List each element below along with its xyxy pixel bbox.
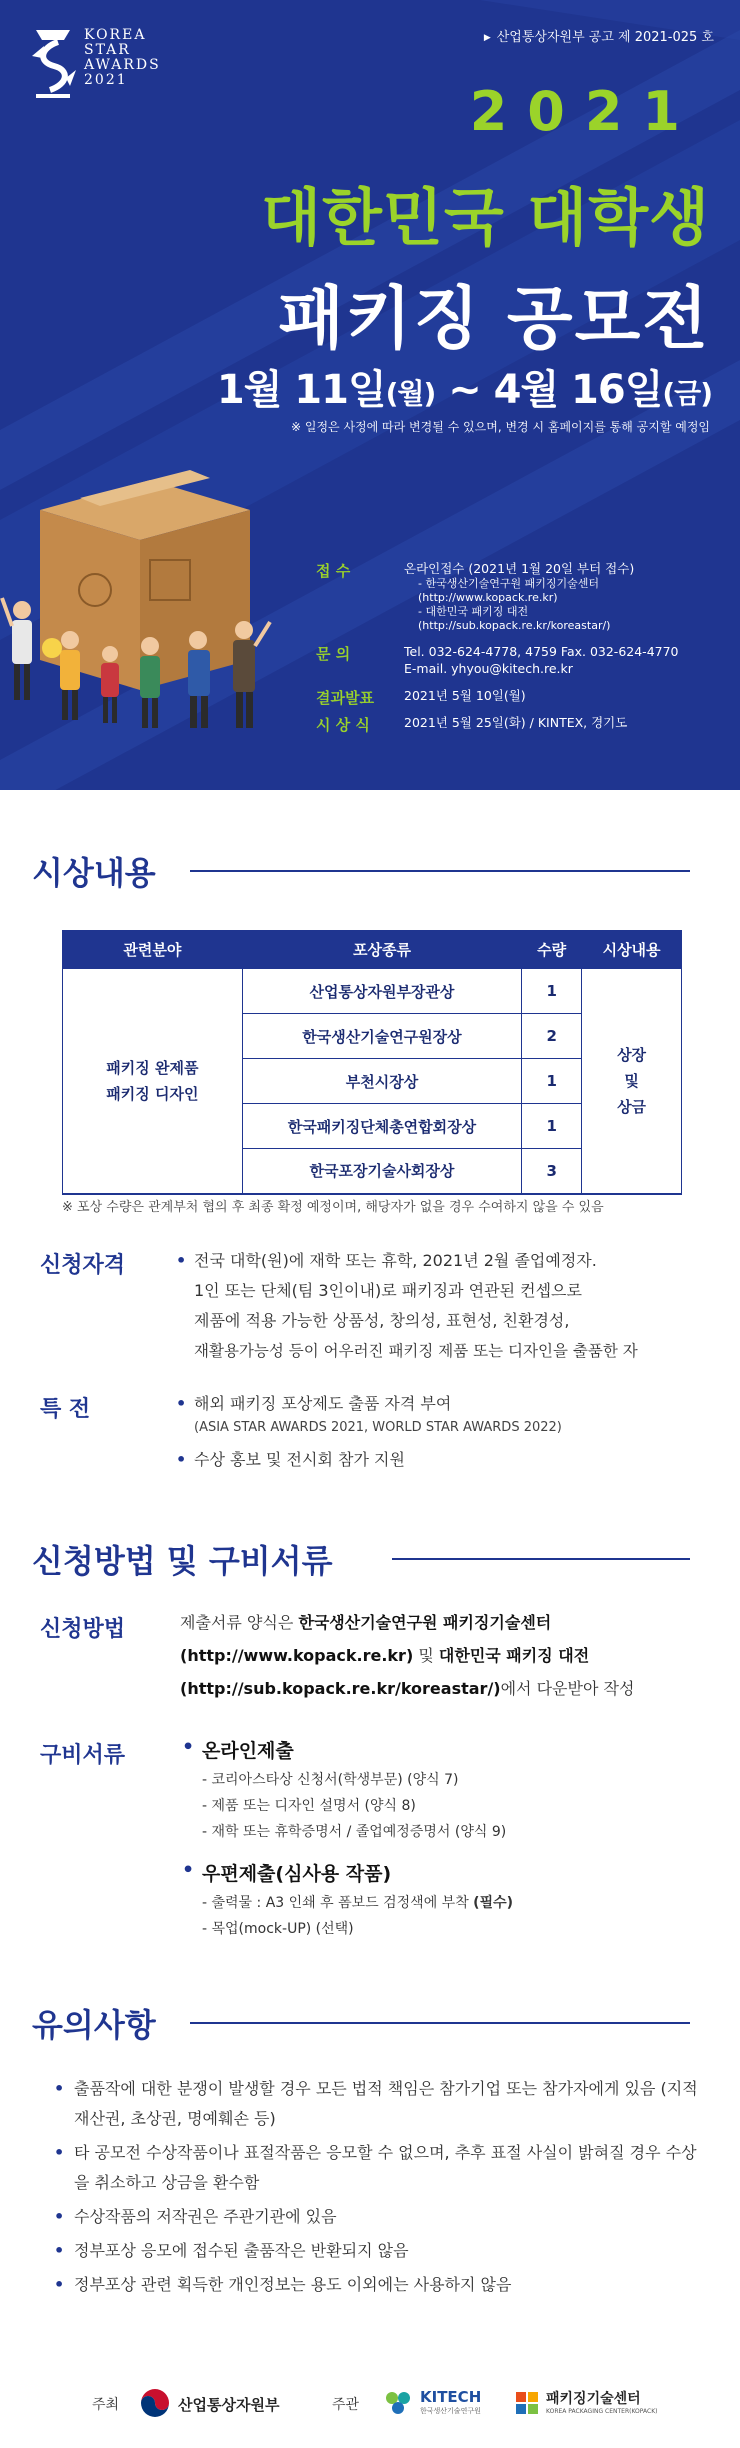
award-content-cell — [582, 969, 682, 1194]
logo-text-year: 2021 — [84, 72, 128, 88]
prize-qty: 3 — [522, 1149, 582, 1194]
docs-list — [180, 1736, 720, 1942]
qualification-line1: • 전국 대학(원)에 재학 또는 휴학, 2021년 2월 졸업예정자. — [176, 1246, 716, 1276]
category-line1: 패키징 완제품 — [106, 1058, 199, 1077]
ceremony-label: 시 상 식 — [316, 716, 370, 734]
header-prize: 포상종류 — [242, 931, 522, 969]
contact-tel: Tel. 032-624-4778, 4759 Fax. 032-624-4770 — [404, 644, 679, 659]
category-cell — [63, 969, 243, 1194]
contact-email[interactable]: E-mail. yhyou@kitech.re.kr — [404, 661, 573, 676]
prize-qty: 1 — [522, 1104, 582, 1149]
host-label: 주최 — [92, 2397, 120, 2413]
logo-text-korea: KOREA — [84, 27, 147, 43]
list-item: • 출품작에 대한 분쟁이 발생할 경우 모든 법적 책임은 참가기업 또는 참가자에게 있음 (지적재산권, 초상권, 명예훼손 등) — [50, 2074, 710, 2134]
header-field: 관련분야 — [63, 931, 243, 969]
kopack-logo-icon — [514, 2390, 540, 2416]
award-content-line3: 상금 — [617, 1097, 647, 1116]
post-item1-required: (필수) — [473, 1895, 514, 1911]
end-date: 4월 16일 — [493, 367, 663, 413]
method-label: 신청방법 — [40, 1617, 126, 1642]
post-item1-text: - 출력물 : A3 인쇄 후 폼보드 검정색에 부착 — [202, 1895, 474, 1911]
host-org: 산업통상자원부 — [178, 2396, 280, 2414]
kopack-subname: KOREA PACKAGING CENTER(KOPACK) — [546, 2408, 658, 2415]
special-label: 특 전 — [40, 1397, 91, 1422]
method-post: 에서 다운받아 작성 — [500, 1679, 635, 1698]
info-contact — [316, 643, 736, 677]
post-submission-head: • 우편제출(심사용 작품) — [180, 1859, 720, 1886]
kopack-text — [546, 2388, 657, 2415]
method-kopack-url[interactable]: (http://www.kopack.re.kr) — [180, 1646, 414, 1665]
contact-label: 문 의 — [316, 645, 351, 663]
logo-text-awards: AWARDS — [84, 57, 161, 73]
caution-title-line — [190, 2022, 690, 2024]
prize-name: 부천시장상 — [242, 1059, 522, 1104]
list-item: • 타 공모전 수상작품이나 표절작품은 응모할 수 없으며, 추후 표절 사실이 밝혀질 경우 수상을 취소하고 상금을 환수함 — [50, 2138, 710, 2198]
hero-title-line1: 대한민국 대학생 — [261, 181, 710, 254]
hero-title-line2: 패키징 공모전 — [278, 280, 710, 359]
kitech-logo-icon — [382, 2388, 416, 2418]
awards-title-line — [190, 870, 690, 872]
box-people-illustration — [0, 440, 300, 760]
organizer-label: 주관 — [332, 2397, 360, 2413]
award-content-line1: 상장 — [617, 1045, 647, 1064]
special-text — [176, 1390, 716, 1474]
prize-name: 한국패키징단체총연합회장상 — [242, 1104, 522, 1149]
awards-table — [62, 930, 682, 1195]
header-qty: 수량 — [522, 931, 582, 969]
taegeuk-icon — [140, 2388, 170, 2418]
qualification-label: 신청자격 — [40, 1253, 126, 1278]
online-submission-head: • 온라인제출 — [180, 1736, 720, 1763]
info-result — [316, 687, 736, 707]
kopack-name: 패키징기술센터 — [546, 2391, 641, 2407]
kitech-text — [420, 2388, 481, 2416]
info-reception — [316, 560, 736, 633]
list-item: - 코리아스타상 신청서(학생부문) (양식 7) — [202, 1772, 459, 1788]
kitech-subname: 한국생산기술연구원 — [420, 2407, 481, 2415]
method-pre: 제출서류 양식은 — [180, 1613, 299, 1632]
special-item1: • 해외 패키징 포상제도 출품 자격 부여 — [176, 1390, 716, 1418]
date-note: ※ 일정은 사정에 따라 변경될 수 있으며, 변경 시 홈페이지를 통해 공지할 예정임 — [291, 420, 710, 434]
method-kopack: 한국생산기술연구원 패키징기술센터 — [298, 1613, 552, 1632]
hero-dates — [0, 358, 740, 415]
category-line2: 패키징 디자인 — [106, 1084, 199, 1103]
announcement-number: ▶ 산업통상자원부 공고 제 2021-025 호 — [484, 26, 714, 45]
end-day: (금) — [662, 377, 712, 410]
qualification-text — [176, 1246, 716, 1366]
hero-banner — [0, 0, 740, 790]
result-label: 결과발표 — [316, 689, 374, 707]
prize-qty: 1 — [522, 969, 582, 1014]
table-row — [63, 969, 682, 1014]
info-ceremony — [316, 714, 736, 734]
date-separator: ~ — [435, 367, 494, 413]
reception-sub2-url[interactable]: (http://sub.kopack.re.kr/koreastar/) — [418, 619, 611, 632]
hero-year: 2021 — [469, 80, 700, 143]
logo-text-star: STAR — [84, 42, 131, 58]
qualification-line4: 재활용가능성 등이 어우러진 패키징 제품 또는 디자인을 출품한 자 — [194, 1342, 638, 1360]
prize-name: 산업통상자원부장관상 — [242, 969, 522, 1014]
list-item: • 수상작품의 저작권은 주관기관에 있음 — [50, 2202, 710, 2232]
awards-note: ※ 포상 수량은 관계부처 협의 후 최종 확정 예정이며, 해당자가 없을 경우 수여하지 않을 수 있음 — [62, 1200, 604, 1215]
start-day: (월) — [385, 377, 436, 410]
award-content-line2: 및 — [624, 1071, 639, 1090]
start-date: 1월 11일 — [216, 367, 386, 413]
header-content: 시상내용 — [582, 931, 682, 969]
method-expo-url[interactable]: (http://sub.kopack.re.kr/koreastar/) — [180, 1679, 501, 1698]
list-item: - 제품 또는 디자인 설명서 (양식 8) — [202, 1798, 416, 1814]
event-info — [316, 560, 736, 741]
reception-sub1-url[interactable]: (http://www.kopack.re.kr) — [418, 591, 558, 604]
method-mid: 및 — [413, 1646, 439, 1665]
footer-organizers — [0, 2380, 740, 2430]
prize-qty: 1 — [522, 1059, 582, 1104]
list-item — [180, 1890, 720, 1916]
apply-section-title: 신청방법 및 구비서류 — [32, 1542, 333, 1580]
qualification-line3: 제품에 적용 가능한 상품성, 창의성, 표현성, 친환경성, — [194, 1311, 570, 1330]
caution-list — [50, 2074, 710, 2304]
reception-sub2: - 대한민국 패키징 대전 — [418, 605, 529, 618]
result-value: 2021년 5월 10일(월) — [404, 688, 526, 703]
reception-sub1: - 한국생산기술연구원 패키징기술센터 — [418, 577, 599, 590]
special-item2: • 수상 홍보 및 전시회 참가 지원 — [176, 1446, 716, 1474]
method-text — [180, 1606, 720, 1705]
caution-section-title: 유의사항 — [32, 2006, 156, 2044]
method-expo: 대한민국 패키징 대전 — [438, 1646, 590, 1665]
list-item: • 정부포상 관련 획득한 개인정보는 용도 이외에는 사용하지 않음 — [50, 2270, 710, 2300]
kitech-name: KITECH — [420, 2388, 482, 2406]
prize-qty: 2 — [522, 1014, 582, 1059]
list-item: - 재학 또는 휴학증명서 / 졸업예정증명서 (양식 9) — [202, 1824, 507, 1840]
list-item: • 정부포상 응모에 접수된 출품작은 반환되지 않음 — [50, 2236, 710, 2266]
prize-name: 한국생산기술연구원장상 — [242, 1014, 522, 1059]
prize-name: 한국포장기술사회장상 — [242, 1149, 522, 1194]
list-item: - 목업(mock-UP) (선택) — [202, 1921, 354, 1937]
apply-title-line — [392, 1558, 690, 1560]
awards-section-title: 시상내용 — [32, 854, 156, 892]
docs-label: 구비서류 — [40, 1743, 126, 1768]
qualification-line2: 1인 또는 단체(팀 3인이내)로 패키징과 연관된 컨셉으로 — [194, 1281, 582, 1300]
awards-table-header — [63, 931, 682, 969]
special-item1-sub: (ASIA STAR AWARDS 2021, WORLD STAR AWARDS 2022) — [194, 1420, 562, 1435]
reception-value: 온라인접수 (2021년 1월 20일 부터 접수) — [404, 561, 635, 576]
ceremony-value: 2021년 5월 25일(화) / KINTEX, 경기도 — [404, 715, 628, 730]
reception-label: 접 수 — [316, 562, 351, 580]
